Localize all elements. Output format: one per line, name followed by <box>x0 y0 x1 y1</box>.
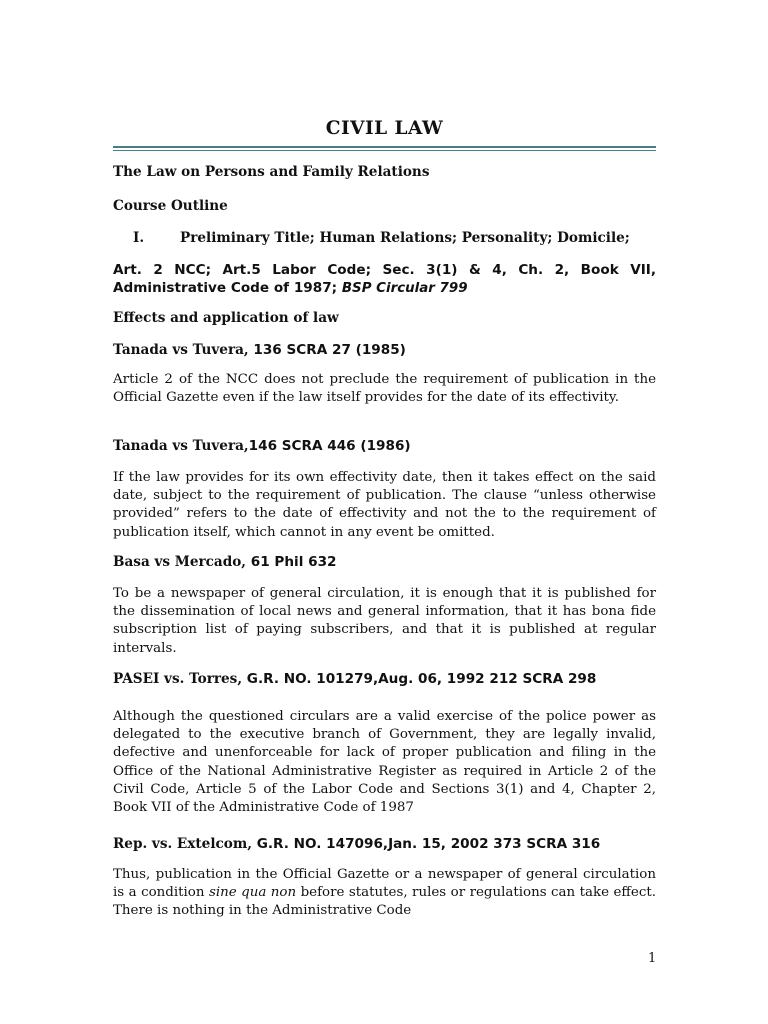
case-name: PASEI vs. Torres, <box>113 671 243 687</box>
case-name: Tanada vs Tuvera, <box>113 438 249 454</box>
document-title: CIVIL LAW <box>325 118 444 139</box>
title-rule-thin <box>113 150 656 151</box>
case-title <box>113 341 656 359</box>
outline-item-text: Preliminary Title; Human Relations; Personality; Domicile; <box>180 230 630 246</box>
references-line-1: Art. 2 NCC; Art.5 Labor Code; Sec. 3(1) & 4, Ch. 2, Book VII, <box>113 262 656 278</box>
references-line-2-text: Administrative Code of 1987; <box>113 280 338 296</box>
case-citation: G.R. NO. 101279,Aug. 06, 1992 212 SCRA 298 <box>246 671 597 687</box>
case-paragraph: To be a newspaper of general circulation, it is enough that it is published for the dissemination of local news and general information, that it has bona fide subscription list of paying subscribers, and that it is published at regular intervals. <box>113 586 656 656</box>
case-title <box>113 670 656 688</box>
case-name: Basa vs Mercado, <box>113 554 247 570</box>
case-paragraph: Although the questioned circulars are a valid exercise of the police power as delegated to the executive branch of Government, they are legally invalid, defective and unenforceable for lack of proper publication and filing in the Office of the National Administrative Register as required in Article 2 of the Civil Code, Article 5 of the Labor Code and Sections 3(1) and 4, Chapter 2, Book VII of the Administrative Code of 1987 <box>113 709 656 816</box>
references-circular: BSP Circular 799 <box>341 281 468 296</box>
case-name: Tanada vs Tuvera, <box>113 342 249 358</box>
title-rule-thick <box>113 146 656 148</box>
document-subtitle: The Law on Persons and Family Relations <box>113 164 430 180</box>
outline-item-number: I. <box>133 230 145 246</box>
outline-item <box>113 229 656 249</box>
case-paragraph-start: Thus, publication in the Official Gazette or a newspaper of general circulation is a condition <box>113 867 656 901</box>
references-line-2 <box>113 279 656 298</box>
case-title <box>113 835 656 853</box>
case-citation: 146 SCRA 446 (1986) <box>248 438 411 454</box>
case-paragraph <box>113 866 656 921</box>
legal-references <box>113 261 656 298</box>
case-citation: 61 Phil 632 <box>250 554 337 570</box>
case-citation: 136 SCRA 27 (1985) <box>253 342 406 358</box>
case-paragraph: Article 2 of the NCC does not preclude the requirement of publication in the Official Gazette even if the law itself provides for the date of its effectivity. <box>113 372 656 406</box>
section-heading: Effects and application of law <box>113 310 339 326</box>
case-paragraph: If the law provides for its own effectivity date, then it takes effect on the said date, subject to the requirement of publication. The clause “unless otherwise provided” refers to the date of effectivity and not the to the requirement of publication itself, which cannot in any event be omitted. <box>113 470 656 540</box>
case-title <box>113 553 656 571</box>
case-citation: G.R. NO. 147096,Jan. 15, 2002 373 SCRA 316 <box>256 836 601 852</box>
page-number: 1 <box>648 951 657 966</box>
case-paragraph-latin: sine qua non <box>208 885 297 901</box>
case-name: Rep. vs. Extelcom, <box>113 836 252 852</box>
case-title <box>113 437 656 455</box>
case-paragraph-end: before statutes, rules or regulations can take effect. There is nothing in the Administrative Code <box>113 885 656 919</box>
course-outline-label: Course Outline <box>113 198 228 214</box>
